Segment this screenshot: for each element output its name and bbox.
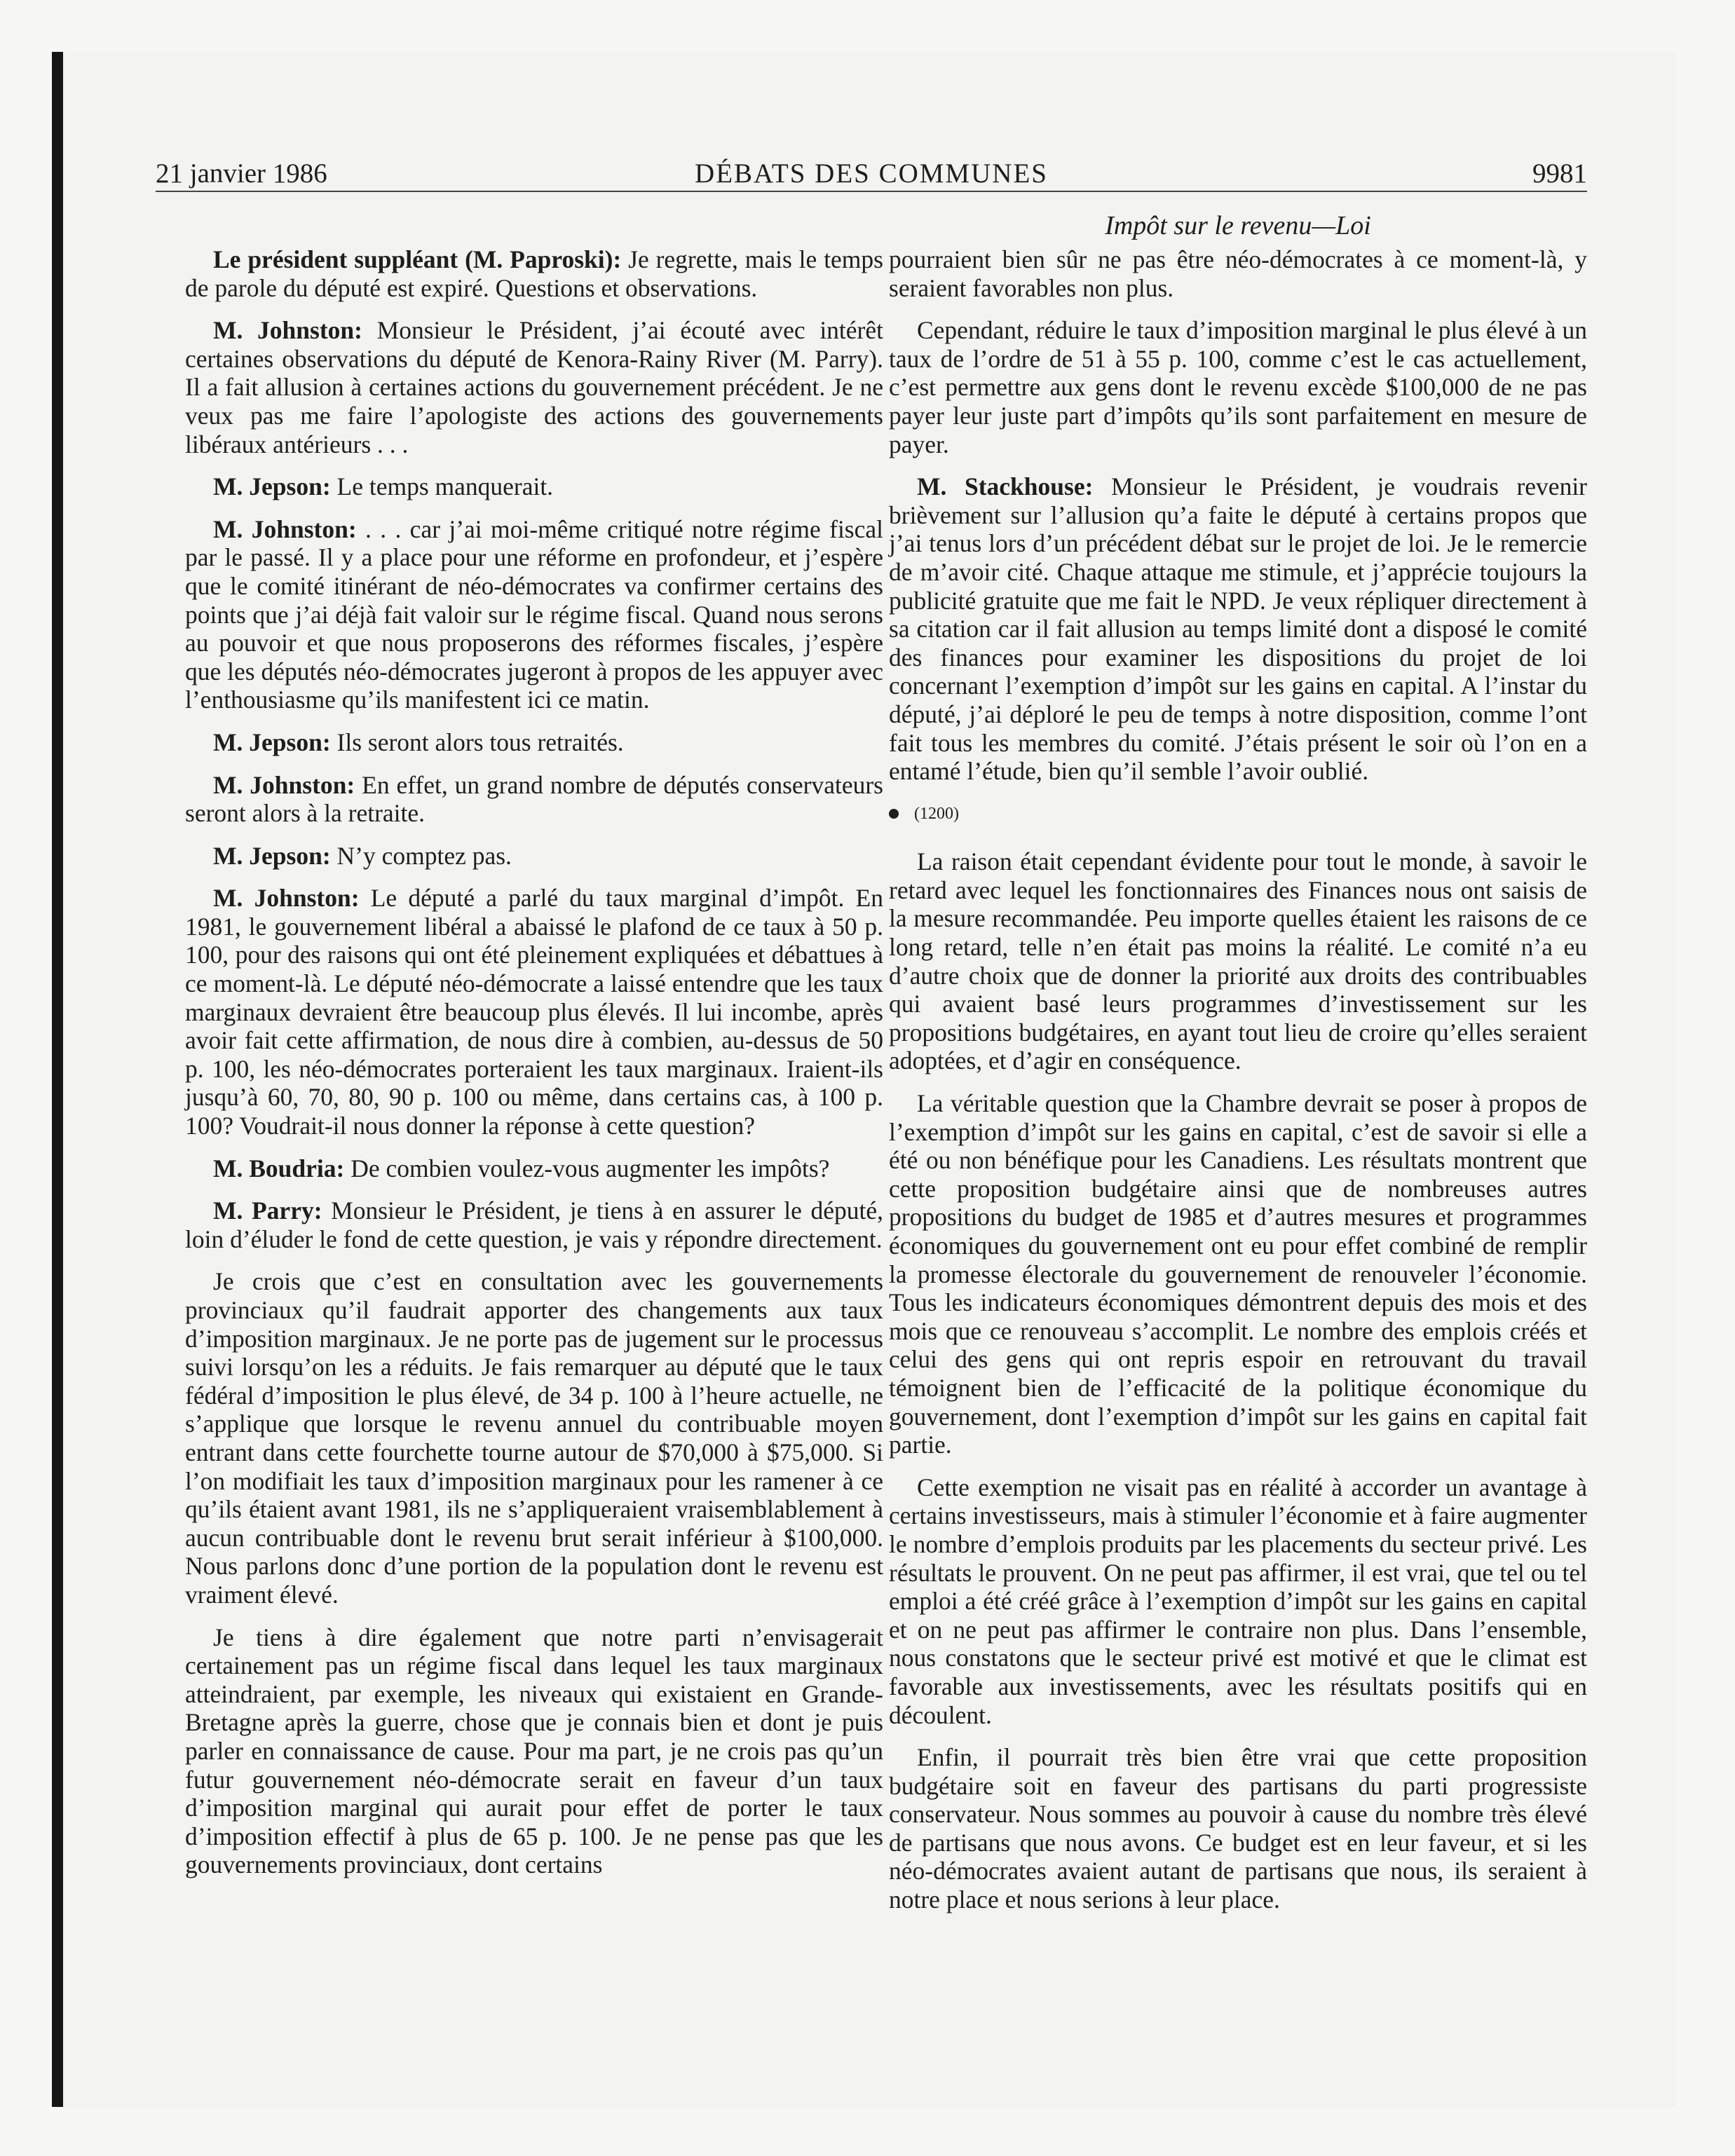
- header-date: 21 janvier 1986: [156, 158, 327, 189]
- paragraph: [889, 1473, 1587, 1729]
- paragraph: [185, 771, 883, 828]
- paragraph: [185, 842, 883, 871]
- right-column: [889, 210, 1587, 1928]
- paragraph-text: pourraient bien sûr ne pas être néo-démocrates à ce moment-là, y seraient favorables non plus.: [889, 245, 1587, 302]
- paragraph-text: N’y comptez pas.: [330, 841, 512, 870]
- paragraph: [185, 1154, 883, 1183]
- header-title: DÉBATS DES COMMUNES: [695, 158, 1048, 189]
- paragraph: [185, 515, 883, 714]
- running-head: Impôt sur le revenu—Loi: [1105, 211, 1371, 240]
- paragraph-text: Je regrette, mais le temps de parole du député est expiré. Questions et observations.: [185, 245, 883, 302]
- paragraph-text: Cette exemption ne visait pas en réalité à accorder un avantage à certains investisseurs, mais à stimuler l’économie et à faire augmenter le nombre d’emplois produits par les placements du secteur privé. Les résultats le prouvent. On ne peut pas affirmer, il est vrai, que tel ou tel emploi a été créé grâce à l’exemption d’impôt sur les gains en capital et on ne peut pas affirmer le contraire non plus. Dans l’ensemble, nous constatons que le secteur privé est motivé et que le climat est favorable aux investissements, avec les résultats positifs qui en découlent.: [889, 1473, 1587, 1729]
- paragraph-text: Cependant, réduire le taux d’imposition marginal le plus élevé à un taux de l’ordre de 51 à 55 p. 100, comme c’est le cas actuellement, c’est permettre aux gens dont le revenu excède $100,000 de ne pas payer leur juste part d’impôts qu’ils sont parfaitement en mesure de payer.: [889, 316, 1587, 458]
- bullet-icon: [889, 809, 899, 819]
- paragraph: [185, 1267, 883, 1609]
- paragraph-text: Monsieur le Président, j’ai écouté avec intérêt certaines observations du député de Kenora-Rainy River (M. Parry). Il a fait allusion à certaines actions du gouvernement précédent. Je ne veux pas me faire l’apologiste des actions des gouvernements libéraux antérieurs . . .: [185, 316, 883, 458]
- paragraph: [185, 245, 883, 302]
- speaker-name: M. Johnston:: [213, 770, 355, 799]
- paragraph-text: La véritable question que la Chambre devrait se poser à propos de l’exemption d’impôt sur les gains en capital, c’est de savoir si elle a été ou non bénéfique pour les Canadiens. Les résultats montrent que cette proposition budgétaire ainsi que de nombreuses autres propositions du budget de 1985 et d’autres mesures et programmes économiques du gouvernement ont eu pour effet combiné de remplir la promesse électorale du gouvernement de renouveler l’économie. Tous les indicateurs économiques démontrent depuis des mois et des mois que ce renouveau s’accomplit. Le nombre des emplois créés et celui des gens qui ont repris espoir en retrouvant du travail témoignent bien de l’efficacité de la politique économique du gouvernement, dont l’exemption d’impôt sur les gains en capital fait partie.: [889, 1089, 1587, 1459]
- paragraph-text: Monsieur le Président, je voudrais revenir brièvement sur l’allusion qu’a faite le député à certains propos que j’ai tenus lors d’un précédent débat sur le projet de loi. Je le remercie de m’avoir cité. Chaque attaque me stimule, et j’apprécie toujours la publicité gratuite que me fait le NPD. Je veux répliquer directement à sa citation car il fait allusion au temps limité dont a disposé le comité des finances pour examiner les dispositions du projet de loi concernant l’exemption d’impôt sur les gains en capital. A l’instar du député, j’ai déploré le peu de temps à notre disposition, comme l’ont fait tous les membres du comité. J’étais présent le soir où l’on en a entamé l’étude, bien qu’il semble l’avoir oublié.: [889, 472, 1587, 786]
- speaker-name: M. Johnston:: [213, 316, 362, 345]
- paragraph: [185, 1196, 883, 1253]
- paragraph-text: Ils seront alors tous retraités.: [330, 728, 624, 756]
- paragraph-text: Monsieur le Président, je tiens à en assurer le député, loin d’éluder le fond de cette question, je vais y répondre directement.: [185, 1196, 883, 1253]
- paragraph: [889, 1089, 1587, 1459]
- left-column: [185, 245, 883, 1893]
- time-marker-label: (1200): [914, 804, 959, 823]
- speaker-name: M. Jepson:: [213, 728, 331, 756]
- speaker-name: M. Jepson:: [213, 472, 331, 501]
- paragraph-text: De combien voulez-vous augmenter les impôts?: [344, 1154, 830, 1182]
- paragraph-text: Le temps manquerait.: [330, 472, 554, 501]
- paragraph-text: Le député a parlé du taux marginal d’impôt. En 1981, le gouvernement libéral a abaissé le plafond de ce taux à 50 p. 100, pour des raisons qui ont été pleinement expliquées et débattues à ce moment-là. Le député néo-démocrate a laissé entendre que les taux marginaux devraient être beaucoup plus élevés. Il lui incombe, après avoir fait cette affirmation, de nous dire à combien, au-dessus de 50 p. 100, les néo-démocrates porteraient les taux marginaux. Iraient-ils jusqu’à 60, 70, 80, 90 p. 100 ou même, dans certains cas, à 100 p. 100? Voudrait-il nous donner la réponse à cette question?: [185, 884, 883, 1140]
- paragraph-text: . . . car j’ai moi-même critiqué notre régime fiscal par le passé. Il y a place pour une réforme en profondeur, et j’espère que le comité itinérant de néo-démocrates va confirmer certains des points que j’ai déjà fait valoir sur le régime fiscal. Quand nous serons au pouvoir et que nous proposerons des réformes fiscales, j’espère que les députés néo-démocrates jugeront à propos de les appuyer avec l’enthousiasme qu’ils manifestent ici ce matin.: [185, 514, 883, 714]
- paragraph-text: La raison était cependant évidente pour tout le monde, à savoir le retard avec lequel les fonctionnaires des Finances nous ont saisis de la mesure recommandée. Peu importe quelles étaient les raisons de ce long retard, telle n’en était pas moins la réalité. Le comité n’a eu d’autre choix que de donner la priorité aux droits des contribuables qui avaient basé leurs programmes d’investissement sur les propositions budgétaires, en ayant tout lieu de croire qu’elles seraient adoptées, et d’agir en conséquence.: [889, 847, 1587, 1075]
- speaker-name: M. Stackhouse:: [917, 472, 1094, 501]
- paragraph-text: Je tiens à dire également que notre parti n’envisagerait certainement pas un régime fiscal dans lequel les taux marginaux atteindraient, par exemple, les niveaux qui existaient en Grande-Bretagne après la guerre, chose que je connais bien et dont je puis parler en connaissance de cause. Pour ma part, je ne crois pas qu’un futur gouvernement néo-démocrate serait en faveur d’un taux d’imposition marginal qui aurait pour effet de porter le taux d’imposition effectif à plus de 65 p. 100. Je ne pense pas que les gouvernements provinciaux, dont certains: [185, 1623, 883, 1879]
- paragraph: [185, 884, 883, 1140]
- paragraph-text: En effet, un grand nombre de députés conservateurs seront alors à la retraite.: [185, 770, 883, 828]
- paragraph: [185, 316, 883, 458]
- paragraph: [889, 316, 1587, 458]
- right-column-bottom: [889, 847, 1587, 1913]
- speaker-name: M. Johnston:: [213, 514, 357, 543]
- speaker-name: M. Jepson:: [213, 841, 331, 870]
- paragraph: [185, 472, 883, 501]
- paragraph-text: Enfin, il pourrait très bien être vrai que cette proposition budgétaire soit en faveur des partisans du parti progressiste conservateur. Nous sommes au pouvoir à cause du nombre très élevé de partisans que nous avons. Ce budget est en leur faveur, et si les néo-démocrates avaient autant de partisans que nous, ils seraient à notre place et nous serions à leur place.: [889, 1743, 1587, 1914]
- page-header: [156, 157, 1587, 192]
- paragraph: [185, 728, 883, 757]
- speaker-name: M. Boudria:: [213, 1154, 345, 1182]
- paragraph-text: Je crois que c’est en consultation avec les gouvernements provinciaux qu’il faudrait apporter des changements aux taux d’imposition marginaux. Je ne porte pas de jugement sur le processus suivi lorsqu’on les a réduits. Je fais remarquer au député que le taux fédéral d’imposition le plus élevé, de 34 p. 100 à l’heure actuelle, ne s’applique que lorsque le revenu annuel du contribuable moyen entrant dans cette fourchette tourne autour de $70,000 à $75,000. Si l’on modifiait les taux d’imposition marginaux pour les ramener à ce qu’ils étaient avant 1981, ils ne s’appliqueraient vraisemblablement à aucun contribuable dont le revenu brut serait inférieur à $100,000. Nous parlons donc d’une portion de la population dont le revenu est vraiment élevé.: [185, 1267, 883, 1609]
- scan-edge: [52, 52, 63, 2107]
- paragraph: [889, 472, 1587, 786]
- paragraph: [889, 847, 1587, 1075]
- time-marker: [889, 800, 1587, 828]
- paragraph: [889, 245, 1587, 302]
- speaker-name: Le président suppléant (M. Paproski):: [213, 245, 622, 273]
- paragraph: [889, 1743, 1587, 1914]
- right-column-top: [889, 245, 1587, 786]
- speaker-name: M. Johnston:: [213, 884, 360, 913]
- paragraph: [185, 1623, 883, 1879]
- page-number: 9981: [1532, 158, 1587, 189]
- speaker-name: M. Parry:: [213, 1196, 322, 1225]
